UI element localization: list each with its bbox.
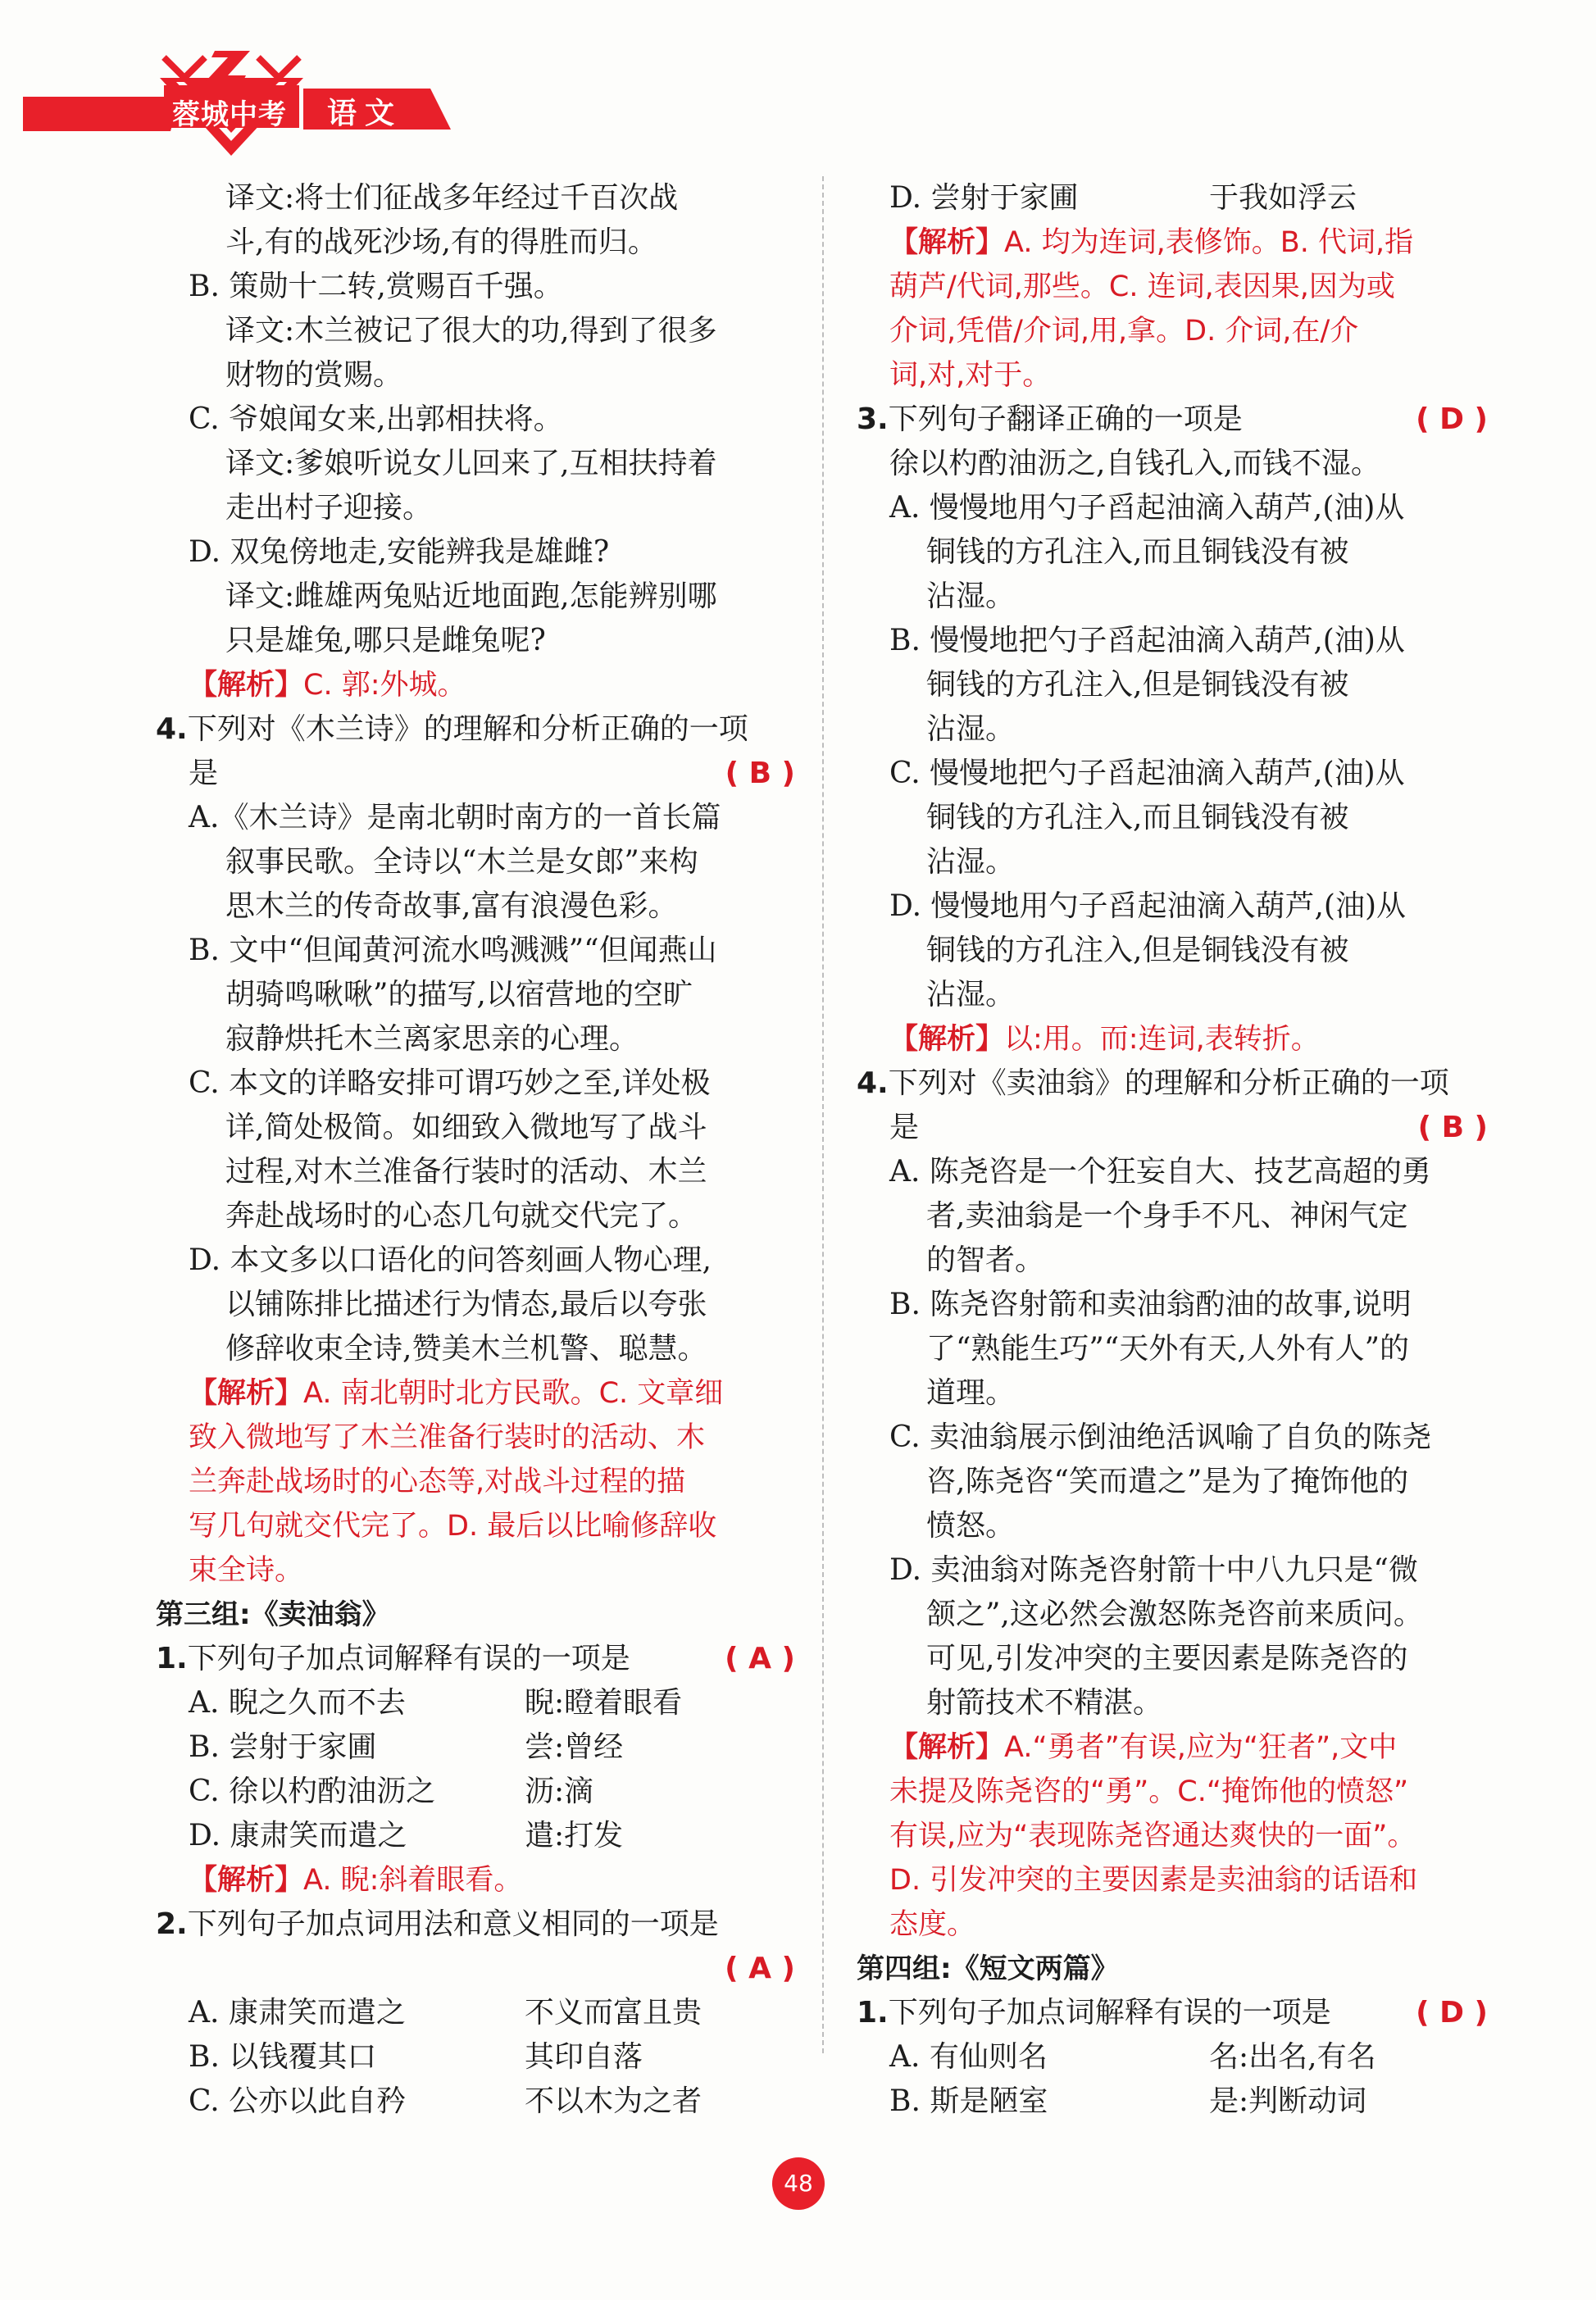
question-number: 4. xyxy=(156,712,188,746)
text-line xyxy=(857,176,1488,220)
line-text: 沾湿。 xyxy=(926,712,1016,746)
column-divider xyxy=(822,176,824,2053)
option-text: A. 有仙则名 xyxy=(889,2040,1048,2074)
analysis-tag: 【解析】 xyxy=(189,1377,304,1410)
text-line xyxy=(857,1637,1488,1681)
option-explanation: 睨:瞪着眼看 xyxy=(525,1686,683,1720)
option-text: B. 以钱覆其口 xyxy=(189,2040,377,2074)
line-text: 寂静烘托木兰离家思亲的心理。 xyxy=(225,1022,639,1056)
text-line xyxy=(156,973,795,1017)
text-line xyxy=(156,265,795,309)
analysis-text: C. 郭:外城。 xyxy=(303,669,466,702)
text-line xyxy=(156,1150,795,1194)
option-explanation: 沥:滴 xyxy=(525,1775,594,1808)
text-line xyxy=(857,884,1488,929)
text-line xyxy=(156,929,795,973)
option-text: D. 尝射于家圃 xyxy=(889,181,1079,215)
line-text: 射箭技术不精湛。 xyxy=(926,1686,1163,1720)
line-text: 徐以杓酌油沥之,自钱孔入,而钱不湿。 xyxy=(889,447,1380,480)
analysis-text: 介词,凭借/介词,用,拿。D. 介词,在/介 xyxy=(889,315,1359,348)
option-text: C. 徐以杓酌油沥之 xyxy=(189,1775,436,1808)
text-line xyxy=(156,840,795,884)
question-number: 3. xyxy=(857,402,889,436)
line-text: 咨,陈尧咨“笑而遣之”是为了掩饰他的 xyxy=(926,1465,1409,1498)
line-text: 译文:木兰被记了很大的功,得到了很多 xyxy=(225,314,717,348)
analysis-line xyxy=(156,1460,795,1504)
text-line xyxy=(156,796,795,840)
analysis-line xyxy=(156,1548,795,1593)
line-text: 沾湿。 xyxy=(926,580,1016,613)
analysis-text: 束全诗。 xyxy=(189,1554,304,1587)
text-line xyxy=(156,1947,795,1991)
question-line xyxy=(857,1991,1488,2035)
text-line xyxy=(857,1416,1488,1460)
section-title: 第四组:《短文两篇》 xyxy=(857,1952,1119,1985)
page-number: 48 xyxy=(772,2157,825,2210)
text-line xyxy=(857,2035,1488,2080)
answer-mark: ( A ) xyxy=(725,1642,795,1675)
question-line xyxy=(156,1637,795,1681)
answer-mark: ( B ) xyxy=(1417,1111,1488,1144)
line-text: 是 xyxy=(889,1111,920,1144)
text-line xyxy=(857,1239,1488,1283)
question-line xyxy=(857,398,1488,442)
text-line xyxy=(857,929,1488,973)
text-line xyxy=(857,1194,1488,1239)
right-column xyxy=(857,176,1488,2124)
line-text: 叙事民歌。全诗以“木兰是女郎”来构 xyxy=(225,845,698,879)
text-line xyxy=(857,752,1488,796)
analysis-line xyxy=(857,1017,1488,1061)
analysis-line xyxy=(857,309,1488,353)
line-text: 思木兰的传奇故事,富有浪漫色彩。 xyxy=(225,889,678,923)
text-line xyxy=(156,1681,795,1725)
line-text: 可见,引发冲突的主要因素是陈尧咨的 xyxy=(926,1642,1408,1675)
line-text: D. 本文多以口语化的问答刻画人物心理, xyxy=(189,1243,712,1277)
text-line xyxy=(156,884,795,929)
text-line xyxy=(857,1681,1488,1725)
text-line xyxy=(857,530,1488,575)
analysis-text: A.“勇者”有误,应为“狂者”,文中 xyxy=(1004,1731,1398,1764)
text-line xyxy=(857,1150,1488,1194)
text-line xyxy=(857,707,1488,752)
analysis-text: A. 均为连词,表修饰。B. 代词,指 xyxy=(1004,226,1414,259)
question-text: 下列句子加点词解释有误的一项是 xyxy=(888,1996,1331,2030)
analysis-tag: 【解析】 xyxy=(889,1731,1005,1764)
line-text: B. 文中“但闻黄河流水鸣溅溅”“但闻燕山 xyxy=(189,934,717,967)
text-line xyxy=(156,2080,795,2124)
analysis-line xyxy=(857,1770,1488,1814)
text-line xyxy=(156,176,795,220)
text-line xyxy=(156,486,795,530)
option-explanation: 不义而富且贵 xyxy=(525,1996,703,2030)
line-text: 是 xyxy=(189,757,219,790)
text-line xyxy=(857,973,1488,1017)
analysis-tag: 【解析】 xyxy=(889,1023,1005,1056)
section-title: 第三组:《卖油翁》 xyxy=(156,1598,390,1631)
text-line xyxy=(857,1371,1488,1416)
question-text: 下列对《木兰诗》的理解和分析正确的一项 xyxy=(187,712,748,746)
line-text: A.《木兰诗》是南北朝时南方的一首长篇 xyxy=(189,801,721,834)
answer-mark: ( A ) xyxy=(725,1952,795,1985)
option-explanation: 是:判断动词 xyxy=(1209,2084,1367,2118)
text-line xyxy=(156,1017,795,1061)
line-text: D. 双兔傍地走,安能辨我是雄雌? xyxy=(189,535,610,569)
text-line xyxy=(857,442,1488,486)
line-text: A. 慢慢地用勺子舀起油滴入葫芦,(油)从 xyxy=(889,491,1405,525)
analysis-line xyxy=(156,1504,795,1548)
line-text: 详,简处极简。如细致入微地写了战斗 xyxy=(225,1111,707,1144)
text-line xyxy=(857,796,1488,840)
line-text: 译文:爹娘听说女儿回来了,互相扶持着 xyxy=(225,447,717,480)
analysis-line xyxy=(857,1814,1488,1858)
line-text: 颔之”,这必然会激怒陈尧咨前来质问。 xyxy=(926,1598,1423,1631)
analysis-text: D. 引发冲突的主要因素是卖油翁的话语和 xyxy=(889,1864,1418,1897)
question-text: 下列句子加点词用法和意义相同的一项是 xyxy=(187,1907,719,1941)
line-text: 胡骑鸣啾啾”的描写,以宿营地的空旷 xyxy=(225,978,693,1011)
text-line xyxy=(156,619,795,663)
section-heading xyxy=(156,1593,795,1637)
question-number: 2. xyxy=(156,1907,188,1941)
analysis-text: 未提及陈尧咨的“勇”。C.“掩饰他的愤怒” xyxy=(889,1775,1409,1808)
line-text: A. 陈尧咨是一个狂妄自大、技艺高超的勇 xyxy=(889,1155,1431,1189)
text-line xyxy=(156,1327,795,1371)
subject-label: 语文 xyxy=(326,97,402,130)
page-header xyxy=(0,0,1596,164)
analysis-line xyxy=(857,1858,1488,1902)
option-explanation: 名:出名,有名 xyxy=(1209,2040,1376,2074)
analysis-text: 葫芦/代词,那些。C. 连词,表因果,因为或 xyxy=(889,270,1395,303)
option-explanation: 尝:曾经 xyxy=(525,1730,624,1764)
text-line xyxy=(857,1504,1488,1548)
line-text: 沾湿。 xyxy=(926,978,1016,1011)
text-line xyxy=(156,1725,795,1770)
text-line xyxy=(857,1283,1488,1327)
line-text: 只是雄兔,哪只是雌兔呢? xyxy=(225,624,546,657)
text-line xyxy=(156,2035,795,2080)
analysis-line xyxy=(857,353,1488,398)
text-line xyxy=(156,1991,795,2035)
line-text: 走出村子迎接。 xyxy=(225,491,433,525)
analysis-tag: 【解析】 xyxy=(189,669,304,702)
option-text: B. 斯是陋室 xyxy=(889,2084,1048,2118)
analysis-line xyxy=(156,1416,795,1460)
line-text: 以铺陈排比描述行为情态,最后以夸张 xyxy=(225,1288,707,1321)
line-text: 铜钱的方孔注入,而且铜钱没有被 xyxy=(926,535,1349,569)
text-line xyxy=(156,398,795,442)
answer-mark: ( D ) xyxy=(1416,1996,1488,2030)
brand-logo-icon xyxy=(0,0,459,164)
option-text: A. 睨之久而不去 xyxy=(189,1686,406,1720)
text-line xyxy=(857,1106,1488,1150)
line-text: C. 卖油翁展示倒油绝活讽喻了自负的陈尧 xyxy=(889,1420,1432,1454)
text-line xyxy=(156,1106,795,1150)
question-line xyxy=(156,1902,795,1947)
question-text: 下列句子翻译正确的一项是 xyxy=(888,402,1243,436)
text-line xyxy=(156,1283,795,1327)
analysis-text: 写几句就交代完了。D. 最后以比喻修辞收 xyxy=(189,1510,717,1543)
line-text: B. 陈尧咨射箭和卖油翁酌油的故事,说明 xyxy=(889,1288,1412,1321)
line-text: 了“熟能生巧”“天外有天,人外有人”的 xyxy=(926,1332,1410,1366)
question-line xyxy=(857,1061,1488,1106)
analysis-text: A. 南北朝时北方民歌。C. 文章细 xyxy=(303,1377,724,1410)
line-text: 铜钱的方孔注入,而且铜钱没有被 xyxy=(926,801,1349,834)
analysis-line xyxy=(156,663,795,707)
line-text: 者,卖油翁是一个身手不凡、神闲气定 xyxy=(926,1199,1408,1233)
line-text: B. 慢慢地把勺子舀起油滴入葫芦,(油)从 xyxy=(889,624,1405,657)
option-text: A. 康肃笑而遣之 xyxy=(189,1996,406,2030)
brand-logo-text: 蓉城中考 xyxy=(172,98,287,131)
text-line xyxy=(857,1593,1488,1637)
analysis-text: 以:用。而:连词,表转折。 xyxy=(1004,1023,1320,1056)
answer-mark: ( B ) xyxy=(725,757,795,790)
analysis-text: 兰奔赴战场时的心态等,对战斗过程的描 xyxy=(189,1466,686,1498)
line-text: 修辞收束全诗,赞美木兰机警、聪慧。 xyxy=(225,1332,707,1366)
text-line xyxy=(857,1460,1488,1504)
text-line xyxy=(156,1239,795,1283)
text-line xyxy=(857,486,1488,530)
option-explanation: 遣:打发 xyxy=(525,1819,624,1852)
text-line xyxy=(857,840,1488,884)
analysis-line xyxy=(857,1902,1488,1947)
analysis-line xyxy=(857,1725,1488,1770)
text-line xyxy=(857,1327,1488,1371)
line-text: B. 策勋十二转,赏赐百千强。 xyxy=(189,270,563,303)
line-text: C. 本文的详略安排可谓巧妙之至,详处极 xyxy=(189,1066,711,1100)
answer-mark: ( D ) xyxy=(1416,402,1488,436)
line-text: 的智者。 xyxy=(926,1243,1045,1277)
analysis-text: 致入微地写了木兰准备行装时的活动、木 xyxy=(189,1421,706,1454)
line-text: 铜钱的方孔注入,但是铜钱没有被 xyxy=(926,934,1349,967)
question-text: 下列对《卖油翁》的理解和分析正确的一项 xyxy=(888,1066,1449,1100)
option-explanation: 于我如浮云 xyxy=(1209,181,1357,215)
text-line xyxy=(156,1061,795,1106)
text-line xyxy=(857,1548,1488,1593)
text-line xyxy=(156,1814,795,1858)
line-text: 道理。 xyxy=(926,1376,1016,1410)
question-number: 1. xyxy=(857,1996,889,2030)
text-line xyxy=(156,752,795,796)
text-line xyxy=(156,442,795,486)
line-text: 愤怒。 xyxy=(926,1509,1016,1543)
option-explanation: 其印自落 xyxy=(525,2040,643,2074)
analysis-tag: 【解析】 xyxy=(189,1864,304,1897)
text-line xyxy=(156,353,795,398)
text-line xyxy=(156,1770,795,1814)
line-text: 铜钱的方孔注入,但是铜钱没有被 xyxy=(926,668,1349,702)
option-explanation: 不以木为之者 xyxy=(525,2084,703,2118)
left-column xyxy=(156,176,795,2124)
line-text: 斗,有的战死沙场,有的得胜而归。 xyxy=(225,225,657,259)
analysis-line xyxy=(156,1858,795,1902)
question-line xyxy=(156,707,795,752)
analysis-tag: 【解析】 xyxy=(889,226,1005,259)
text-line xyxy=(857,619,1488,663)
line-text: D. 慢慢地用勺子舀起油滴入葫芦,(油)从 xyxy=(889,889,1407,923)
text-line xyxy=(156,309,795,353)
line-text: 译文:雌雄两兔贴近地面跑,怎能辨别哪 xyxy=(225,580,717,613)
line-text: 财物的赏赐。 xyxy=(225,358,403,392)
analysis-line xyxy=(857,265,1488,309)
text-line xyxy=(156,530,795,575)
analysis-text: 词,对,对于。 xyxy=(889,359,1052,392)
question-number: 4. xyxy=(857,1066,889,1100)
question-number: 1. xyxy=(156,1642,188,1675)
line-text: 过程,对木兰准备行装时的活动、木兰 xyxy=(225,1155,707,1189)
option-text: D. 康肃笑而遣之 xyxy=(189,1819,407,1852)
text-line xyxy=(156,1194,795,1239)
line-text: 译文:将士们征战多年经过千百次战 xyxy=(225,181,679,215)
line-text: D. 卖油翁对陈尧咨射箭十中八九只是“微 xyxy=(889,1553,1418,1587)
analysis-text: 态度。 xyxy=(889,1908,976,1941)
section-heading xyxy=(857,1947,1488,1991)
analysis-line xyxy=(156,1371,795,1416)
analysis-text: A. 睨:斜着眼看。 xyxy=(303,1864,523,1897)
analysis-line xyxy=(857,220,1488,265)
analysis-text: 有误,应为“表现陈尧咨通达爽快的一面”。 xyxy=(889,1820,1416,1852)
line-text: 奔赴战场时的心态几句就交代完了。 xyxy=(225,1199,698,1233)
line-text: C. 爷娘闻女来,出郭相扶将。 xyxy=(189,402,563,436)
line-text: 沾湿。 xyxy=(926,845,1016,879)
question-text: 下列句子加点词解释有误的一项是 xyxy=(187,1642,630,1675)
option-text: C. 公亦以此自矜 xyxy=(189,2084,407,2118)
text-line xyxy=(857,663,1488,707)
text-line xyxy=(156,220,795,265)
option-text: B. 尝射于家圃 xyxy=(189,1730,377,1764)
text-line xyxy=(857,575,1488,619)
line-text: C. 慢慢地把勺子舀起油滴入葫芦,(油)从 xyxy=(889,757,1405,790)
text-line xyxy=(857,2080,1488,2124)
text-line xyxy=(156,575,795,619)
